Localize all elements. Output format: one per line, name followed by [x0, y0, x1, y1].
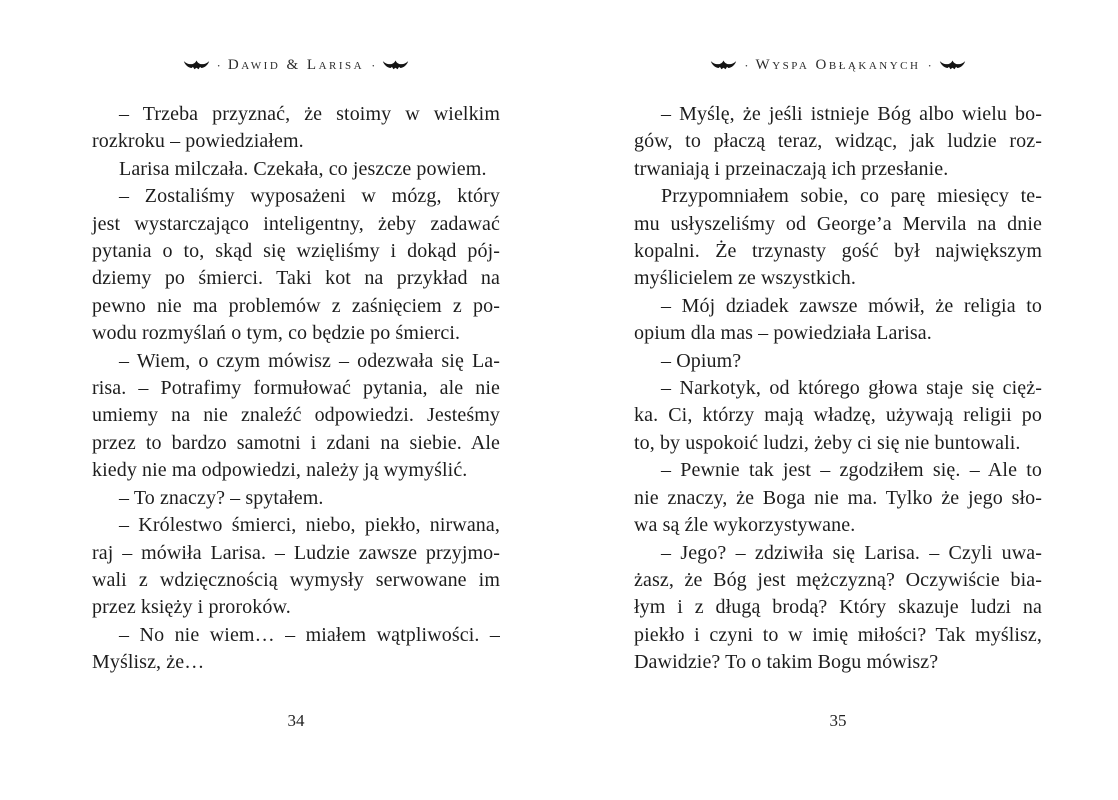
- text-line: żasz, że Bóg jest mężczyzną? Oczywiście bia-: [634, 568, 1042, 591]
- text-line: ka. Ci, którzy mają władzę, używają religii po: [634, 404, 1042, 427]
- text-line: łym i z długą brodą? Który skazuje ludzi na: [634, 596, 1042, 619]
- text-line: risa. – Potrafimy formułować pytania, ale nie: [92, 377, 500, 400]
- text-line: – Mój dziadek zawsze mówił, że religia to: [661, 294, 1042, 317]
- text-line: kiedy nie ma odpowiedzi, należy ją wymyślić.: [92, 459, 468, 482]
- text-line: dziemy po śmierci. Taki kot na przykład na: [92, 267, 500, 290]
- text-line: – Wiem, o czym mówisz – odezwała się La-: [119, 349, 500, 372]
- paragraph: [634, 348, 1042, 375]
- bat-icon: [939, 59, 966, 72]
- text-line: – No nie wiem… – miałem wątpliwości. –: [119, 623, 500, 646]
- text-line: wali z wdzięcznością wymysły serwowane im: [92, 568, 500, 591]
- text-line: trwaniają i przeinaczają ich przesłanie.: [634, 157, 949, 180]
- text-line: – Opium?: [661, 349, 742, 372]
- header-separator: ·: [371, 58, 376, 73]
- text-line: to, by uspokoić ludzi, żeby ci się nie buntowali.: [634, 431, 1021, 454]
- text-line: – Trzeba przyznać, że stoimy w wielkim: [119, 103, 500, 125]
- header-separator: ·: [744, 58, 749, 73]
- text-line: – Zostaliśmy wyposażeni w mózg, który: [119, 185, 500, 208]
- paragraph: [92, 512, 500, 622]
- text-line: – Narkotyk, od którego głowa staje się cięż-: [661, 377, 1042, 400]
- text-line: – Jego? – zdziwiła się Larisa. – Czyli uwa-: [661, 541, 1042, 564]
- paragraph: [634, 183, 1042, 293]
- text-line: Przypomniałem sobie, co parę miesięcy te-: [661, 185, 1042, 208]
- right-running-head: [634, 57, 1042, 74]
- paragraph: [92, 485, 500, 512]
- bat-icon: [183, 59, 210, 72]
- text-line: – Królestwo śmierci, niebo, piekło, nirwana,: [119, 514, 500, 537]
- text-line: – Pewnie tak jest – zgodziłem się. – Ale to: [661, 459, 1042, 482]
- text-line: pytania o to, skąd się wzięliśmy i dokąd pój-: [92, 240, 500, 263]
- header-separator: ·: [927, 58, 932, 73]
- text-line: Larisa milczała. Czekała, co jeszcze powiem.: [119, 157, 487, 180]
- left-page: [92, 0, 500, 800]
- text-line: gów, to płaczą teraz, widząc, jak ludzie roz-: [634, 130, 1042, 153]
- right-page-body-text: [634, 101, 1042, 677]
- paragraph: [634, 293, 1042, 348]
- paragraph: [634, 540, 1042, 677]
- paragraph: [92, 348, 500, 485]
- left-page-body-text: [92, 101, 500, 677]
- text-line: jest wystarczająco inteligentny, żeby zadawać: [92, 212, 500, 235]
- text-line: wa są źle wykorzystywane.: [634, 514, 856, 537]
- text-line: rozkroku – powiedziałem.: [92, 130, 304, 153]
- right-page-header-title: Wyspa Obłąkanych: [755, 57, 921, 73]
- text-line: opium dla mas – powiedziała Larisa.: [634, 322, 932, 345]
- paragraph: [92, 622, 500, 677]
- text-line: wodu rozmyślań o tym, co będzie po śmierci.: [92, 322, 461, 345]
- text-line: mu usłyszeliśmy od George’a Mervila na dnie: [634, 212, 1042, 235]
- paragraph: [634, 375, 1042, 457]
- text-line: umiemy na nie znaleźć odpowiedzi. Jesteśmy: [92, 404, 500, 427]
- text-line: piekło i czyni to w imię miłości? Tak myślisz,: [634, 623, 1042, 646]
- paragraph: [92, 183, 500, 347]
- text-line: raj – mówiła Larisa. – Ludzie zawsze przyjmo-: [92, 541, 500, 564]
- paragraph: [92, 101, 500, 156]
- bat-icon: [382, 59, 409, 72]
- left-page-header-title: Dawid & Larisa: [227, 57, 365, 73]
- text-line: przez księży i proroków.: [92, 596, 291, 619]
- text-line: Myślisz, że…: [92, 651, 205, 674]
- right-page: [634, 0, 1042, 800]
- text-line: pewno nie ma problemów z zaśnięciem z po-: [92, 294, 500, 317]
- text-line: – To znaczy? – spytałem.: [119, 486, 324, 509]
- text-line: Dawidzie? To o takim Bogu mówisz?: [634, 651, 939, 674]
- header-separator: ·: [216, 58, 221, 73]
- text-line: myślicielem ze wszystkich.: [634, 267, 856, 290]
- right-page-number: 35: [829, 711, 847, 730]
- text-line: kopalni. Że trzynasty gość był największym: [634, 240, 1042, 263]
- left-page-number: 34: [287, 711, 305, 730]
- text-line: nie znaczy, że Boga nie ma. Tylko że jego sło-: [634, 486, 1042, 509]
- paragraph: [634, 101, 1042, 183]
- text-line: przez to bardzo samotni i zdani na siebie. Ale: [92, 431, 500, 454]
- bat-icon: [710, 59, 737, 72]
- paragraph: [92, 156, 500, 183]
- text-line: – Myślę, że jeśli istnieje Bóg albo wielu bo-: [661, 103, 1042, 125]
- paragraph: [634, 457, 1042, 539]
- left-running-head: [92, 57, 500, 74]
